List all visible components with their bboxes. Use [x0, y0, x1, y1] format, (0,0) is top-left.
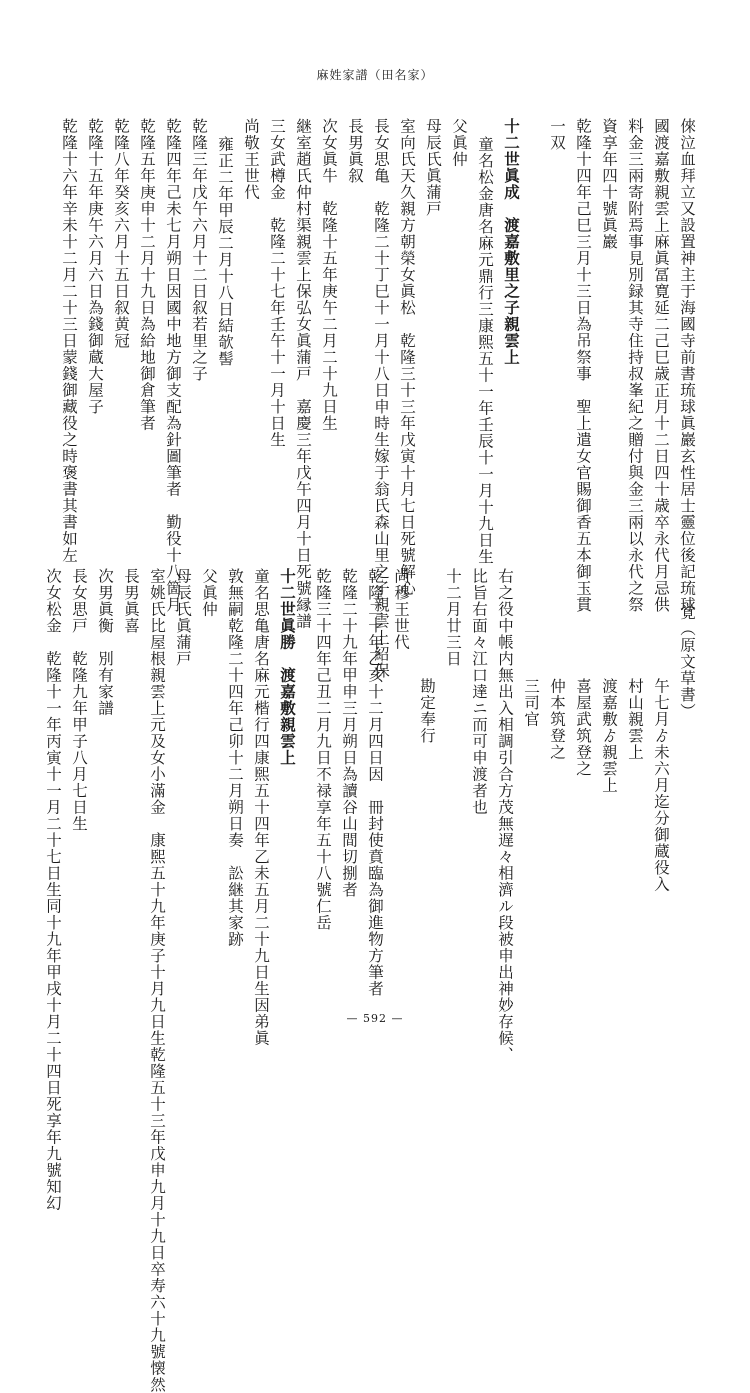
text-line: 比旨右面々江口達ニ而可申渡者也	[470, 568, 488, 816]
text-line: 乾隆十六年辛未十二月二十三日蒙錢御藏役之時褒書其書如左	[60, 118, 78, 564]
text-line: 倈泣血拜立又設置神主于海國寺前書琉球眞巖玄性居士靈位後記琉球	[678, 118, 696, 613]
page-header: 麻姓家譜（田名家）	[316, 68, 434, 82]
generation-heading: 十二世眞成 渡嘉敷里之子親雲上	[502, 118, 521, 366]
text-line: 父眞仲	[200, 568, 218, 618]
text-line: 長男眞叙	[346, 118, 364, 184]
text-line: 右之役中帳内無出入相調引合方茂無遅々相濟ル段被申出神妙存候、	[496, 568, 514, 1063]
reign-heading: 尚敬王世代	[242, 118, 260, 201]
text-line: 村山親雲上	[626, 678, 644, 761]
text-line: 童名松金唐名麻元鼎行三康煕五十一年壬辰十一月十九日生	[476, 136, 494, 565]
text-line: 乾隆十五年庚午六月六日為錢御蔵大屋子	[86, 118, 104, 415]
text-line: 乾隆五年庚申十二月十九日為給地御倉筆者	[138, 118, 156, 432]
text-line: 長女思戸 乾隆九年甲子八月七日生	[70, 568, 88, 832]
text-line: 長女思亀 乾隆二十丁巳十一月十八日申時生嫁于翁氏森山里之子親雲上紹保	[372, 118, 390, 679]
text-line: 三司官	[522, 678, 540, 728]
text-line: 次男眞衡 別有家譜	[96, 568, 114, 717]
generation-heading: 十二世眞勝 渡嘉敷親雲上	[278, 568, 297, 766]
text-line: 次女松金 乾隆十一年丙寅十一月二十七日生同十九年甲戌十月二十四日死享年九號知幻	[44, 568, 62, 1212]
text-line: 料金三兩寄附焉事見別録其寺住持叔峯紀之贈付與金三兩以永代之祭	[626, 118, 644, 613]
text-line: 一双	[548, 118, 566, 151]
reign-heading: 尚穆王世代	[392, 568, 410, 651]
text-line: 室向氏天久親方朝榮女眞松 乾隆三十三年戊寅十月七日死號解心	[398, 118, 416, 597]
text-line: 母辰氏眞蒲戸	[174, 568, 192, 667]
text-line: 雍正二年甲辰二月十八日結欹髻	[216, 136, 234, 367]
text-line: 十二月廿三日	[444, 568, 462, 667]
text-line: 長男眞喜	[122, 568, 140, 634]
text-line: 乾隆四年己未七月朔日因國中地方御支配為針圖筆者 勤役十八箇月	[164, 118, 182, 613]
text-line: 國渡嘉敷親雲上麻眞冨寛延二己巳歳正月十二日四十歳卒永代月忌供	[652, 118, 670, 613]
text-line: 午七月ゟ未六月迄分御蔵役入	[652, 678, 670, 893]
text-line: 乾隆二十九年甲申三月朔日為讀谷山間切捌者	[340, 568, 358, 898]
text-line: 仲本筑登之	[548, 678, 566, 761]
text-line: 乾隆三十四年己丑二月九日不禄享年五十八號仁岳	[314, 568, 332, 931]
text-line: 父眞仲	[450, 118, 468, 168]
text-line: 次女眞牛 乾隆十五年庚午二月二十九日生	[320, 118, 338, 432]
text-line: 乾隆二十年乙亥十二月四日因 冊封使賁臨為御進物方筆者	[366, 568, 384, 997]
text-line: 童名思亀唐名麻元楷行四康煕五十四年乙未五月二十九日生因弟眞	[252, 568, 270, 1047]
text-line: 勘定奉行	[418, 678, 436, 744]
text-line: 敦無嗣乾隆二十四年己卯十二月朔日奏 訟継其家跡	[226, 568, 244, 948]
text-line: 母辰氏眞蒲戸	[424, 118, 442, 217]
text-line: 乾隆十四年己巳三月十三日為吊祭事 聖上遣女官賜御香五本御玉貫	[574, 118, 592, 613]
text-line: 継室趙氏仲村渠親雲上保弘女眞蒲戸 嘉慶三年戊午四月十日死號縁譜	[294, 118, 312, 630]
text-line: 室姚氏比屋根親雲上元及女小滿金 康煕五十九年庚子十月九日生乾隆五十三年戊申九月十九日卒寿六十九號懐然	[148, 568, 166, 1393]
text-line: 資享年四十號眞巖	[600, 118, 618, 250]
text-line: 乾隆八年癸亥六月十五日叙黄冠	[112, 118, 130, 349]
text-line: 渡嘉敷ゟ親雲上	[600, 678, 618, 794]
document-title: 覚（原文草書）	[678, 604, 696, 720]
page-number: — 592 —	[346, 1012, 404, 1025]
text-line: 三女武樽金 乾隆二十七年壬午十一月十日生	[268, 118, 286, 448]
text-line: 乾隆三年戊午六月十二日叙若里之子	[190, 118, 208, 382]
text-line: 喜屋武筑登之	[574, 678, 592, 777]
